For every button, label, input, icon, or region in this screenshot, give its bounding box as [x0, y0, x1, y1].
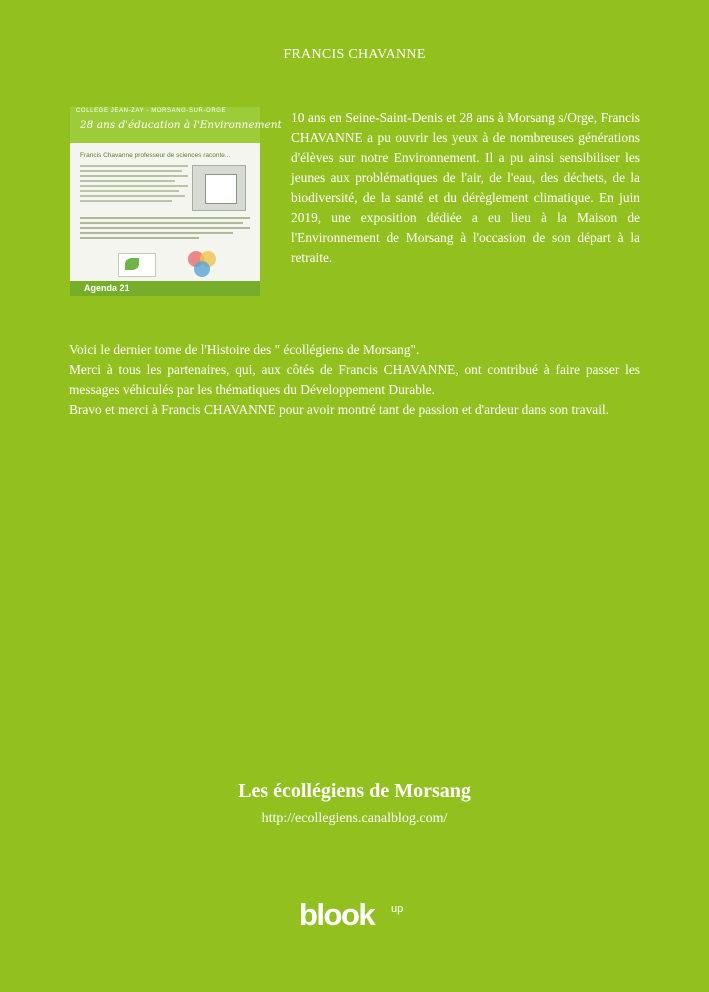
blookup-logo-icon [299, 897, 414, 942]
closing-text [69, 340, 640, 420]
poster-inset-photo [192, 165, 246, 211]
poster-headline: 28 ans d'éducation à l'Environnement [80, 119, 282, 131]
closing-line-2: Merci à tous les partenaires, qui, aux côtés de Francis CHAVANNE, ont contribué à faire passer les messages véhiculés par les thématiques du Développement Durable. [69, 362, 640, 397]
poster-school-name: COLLEGE JEAN-ZAY - MORSANG-SUR-ORGE [76, 108, 227, 114]
blog-title: Les écollégiens de Morsang [238, 780, 471, 802]
poster-text-lines [80, 165, 188, 205]
poster-footer-label: Agenda 21 [84, 283, 130, 293]
blog-url: http://ecollegiens.canalblog.com/ [261, 811, 448, 826]
intro-paragraph: 10 ans en Seine-Saint-Denis et 28 ans à Morsang s/Orge, Francis CHAVANNE a pu ouvrir les yeux à de nombreuses générations d'élèves sur notre Environnement. Il a pu ainsi sensibiliser les jeunes aux problématiques de l'air, de l'eau, des déchets, de la biodiversité, de la santé et du dérèglement climatique. En juin 2019, une exposition dédiée a eu lieu à la Maison de l'Environnement de Morsang à l'occasion de son départ à la retraite. [291, 110, 640, 265]
venn-diagram-icon [188, 251, 218, 281]
page-title: FRANCIS CHAVANNE [283, 47, 426, 62]
poster-inset-frame [205, 174, 237, 204]
brand-superscript: up [391, 903, 404, 915]
closing-line-1: Voici le dernier tome de l'Histoire des " écollégiens de Morsang". [69, 342, 420, 357]
poster-subheading: Francis Chavanne professeur de sciences raconte... [80, 152, 231, 159]
poster-agenda-logo [118, 253, 156, 277]
closing-line-3: Bravo et merci à Francis CHAVANNE pour avoir montré tant de passion et d'ardeur dans son travail. [69, 402, 610, 417]
leaf-icon [125, 258, 139, 270]
poster-footer-band [70, 281, 260, 296]
poster-text-lines-lower [80, 217, 250, 242]
exhibition-poster-photo [70, 107, 282, 296]
brand-name: blook [299, 897, 375, 932]
poster-header-band [70, 107, 282, 143]
